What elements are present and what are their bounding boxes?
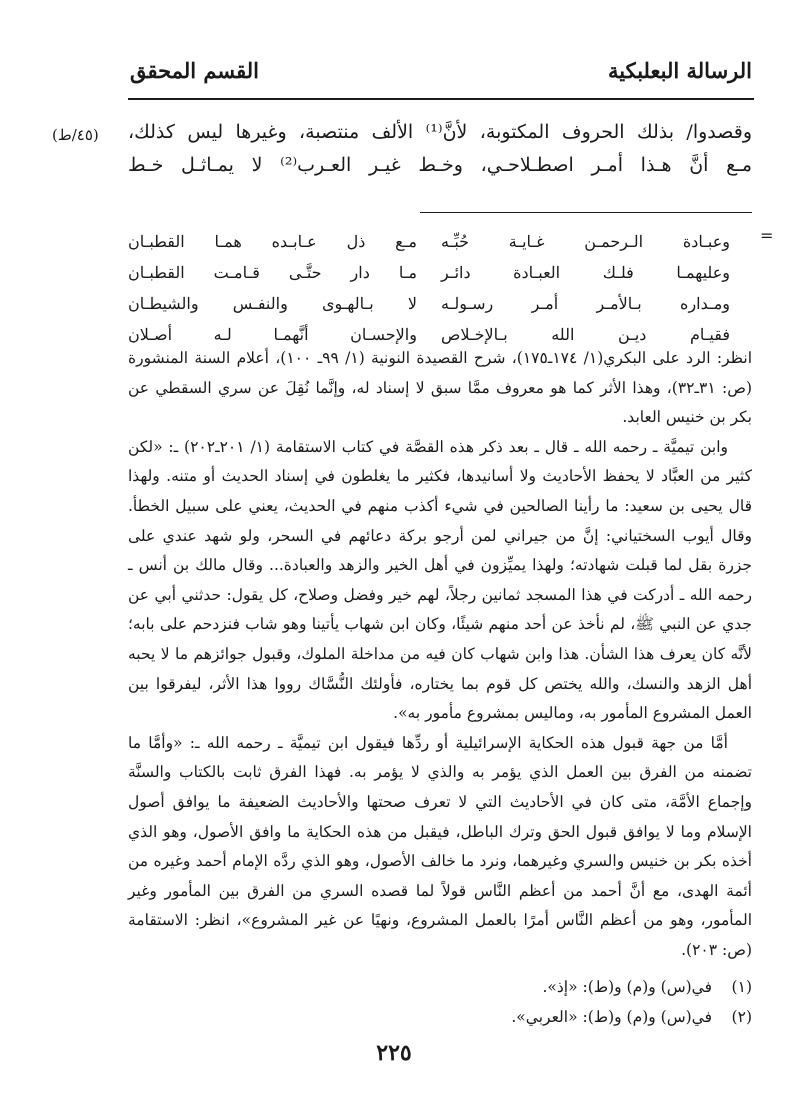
footnote-number: (٢) <box>731 1008 752 1026</box>
manuscript-page-marker: (٤٥/ط) <box>52 126 99 144</box>
verse-second-hemistich: لا بـالهـوى والنفـس والشيطـان <box>128 294 417 313</box>
verse-first-hemistich: وعليهمـا فلـك العبـادة دائـر <box>441 263 730 282</box>
verse-second-hemistich: مـع ذل عـابـده همـا القطبـان <box>128 232 417 251</box>
footnote-text: في(س) و(م) و(ط): «إذ». <box>542 978 712 996</box>
running-title-section: القسم المحقق <box>130 58 259 83</box>
footnote-item <box>128 972 752 1002</box>
verse-second-hemistich: مـا دار حتَّـى قـامـت القطبـان <box>128 263 417 282</box>
continuation-mark: = <box>760 226 774 245</box>
verse-row <box>128 257 730 288</box>
commentary-paragraph: وابن تيميَّة ـ رحمه الله ـ قال ـ بعد ذكر هذه القصَّة في كتاب الاستقامة (١/ ٢٠١ـ٢٠٢) ـ: «لكن كثير من العبَّاد لا يحفظ الأحاديث ولا أسانيدها، فكثير ما يغلطون في إسناد الحديث أو متنه. ولهذا قال يحيى بن سعيد: ما رأينا الصالحين في شيء أكذب منهم في الحديث، يعني على سبيل الخطأ. وقال أيوب السختياني: إنَّ من جيراني لمن أرجو بركة دعائهم في السحر، ولو شهد عندي على جزرة بقل لما قبلت شهادته؛ ولهذا يميِّزون في أهل الخير والزهد والعبادة... وقال مالك بن أنس ـ رحمه الله ـ أدركت في هذا المسجد ثمانين رجلاً، لهم خير وفضل وصلاح، كل يقول: حدثني أبي عن جدي عن النبي ﷺ، لم نأخذ عن أحد منهم شيئًا، وكان ابن شهاب يأتينا وهو شاب فنزدحم على بابه؛ لأنَّه كان يعرف هذا الشأن. هذا وابن شهاب كان فيه من مداخلة الملوك، وقبول جوائزهم ما لا يحبه أهل الزهد والنسك، والله يختص كل قوم بما يختاره، فأولئك النُّسَّاك رووا هذا الأثر، ليفرقوا بين العمل المشروع المأمور به، وماليس بمشروع مأمور به». <box>128 437 752 723</box>
commentary-paragraph: انظر: الرد على البكري(١/ ١٧٤ـ١٧٥)، شرح القصيدة النونية (١/ ٩٩ـ ١٠٠)، أعلام السنة المنشورة (ص: ٣١ـ٣٢)، وهذا الأثر كما هو معروف ممَّا سبق لا إسناد له، وإنَّما نُقِلَ عن سري السقطي عن بكر بن خنيس العابد. <box>128 349 752 427</box>
page-number: ٢٢٥ <box>376 1040 412 1066</box>
main-text-line: مـع أنَّ هـذا أمـر اصطـلاحـي، وخـط غيـر العـرب⁽²⁾ لا يمـاثـل خـط <box>128 154 752 176</box>
verse-first-hemistich: ومـداره بـالأمـر أمـر رسـولـه <box>441 294 730 313</box>
footnote-item <box>128 1002 752 1032</box>
footnote-number: (١) <box>731 978 752 996</box>
running-title-book: الرسالة البعلبكية <box>608 58 752 83</box>
poem-verses <box>128 226 730 350</box>
main-text <box>128 116 752 182</box>
commentary-paragraph: أمَّا من جهة قبول هذه الحكاية الإسرائيلية أو ردِّها فيقول ابن تيميَّة ـ رحمه الله ـ: «وأمَّا ما تضمنه من الفرق بين العمل الذي يؤمر به والذي لا يؤمر به. فهذا الفرق ثابت بالكتاب والسنَّة وإجماع الأمَّة، متى كان في الأحاديث التي لا تعرف صحتها والأحاديث الضعيفة ما يوافق أصول الإسلام وما لا يوافق قبول الحق وترك الباطل، فيقبل من هذه الحكاية ما وافق الأصول، وهو الذي أخذه بكر بن خنيس والسري وغيرهما، ونرد ما خالف الأصول، وهو الذي ردَّه الإمام أحمد وغيره من أئمة الهدى، مع أنَّ أحمد من أعظم النَّاس قولاً لما قصده السري من الفرق بين المأمور وغير المأمور، وهو من أعظم النَّاس أمرًا بالعمل المشروع، ونهيًا عن غير المشروع»، انظر: الاستقامة (ص: ٢٠٣). <box>128 733 752 959</box>
verse-first-hemistich: فقيـام ديـن الله بـالإخـلاص <box>441 325 730 344</box>
footnote-separator <box>420 212 752 213</box>
main-text-line: وقصدوا/ بذلك الحروف المكتوبة، لأنَّ⁽¹⁾ الألف منتصبة، وغيرها ليس كذلك، <box>128 121 752 143</box>
footnote-text: في(س) و(م) و(ط): «العربي». <box>511 1008 712 1026</box>
verse-first-hemistich: وعبـادة الـرحمـن غـايـة حُبِّـه <box>441 232 730 251</box>
header-rule <box>128 98 754 100</box>
verse-second-hemistich: والإحسـان أنَّهمـا لـه أصـلان <box>128 325 417 344</box>
verse-row <box>128 288 730 319</box>
verse-row <box>128 226 730 257</box>
footnote-commentary <box>128 344 752 965</box>
footnote-list <box>128 972 752 1032</box>
